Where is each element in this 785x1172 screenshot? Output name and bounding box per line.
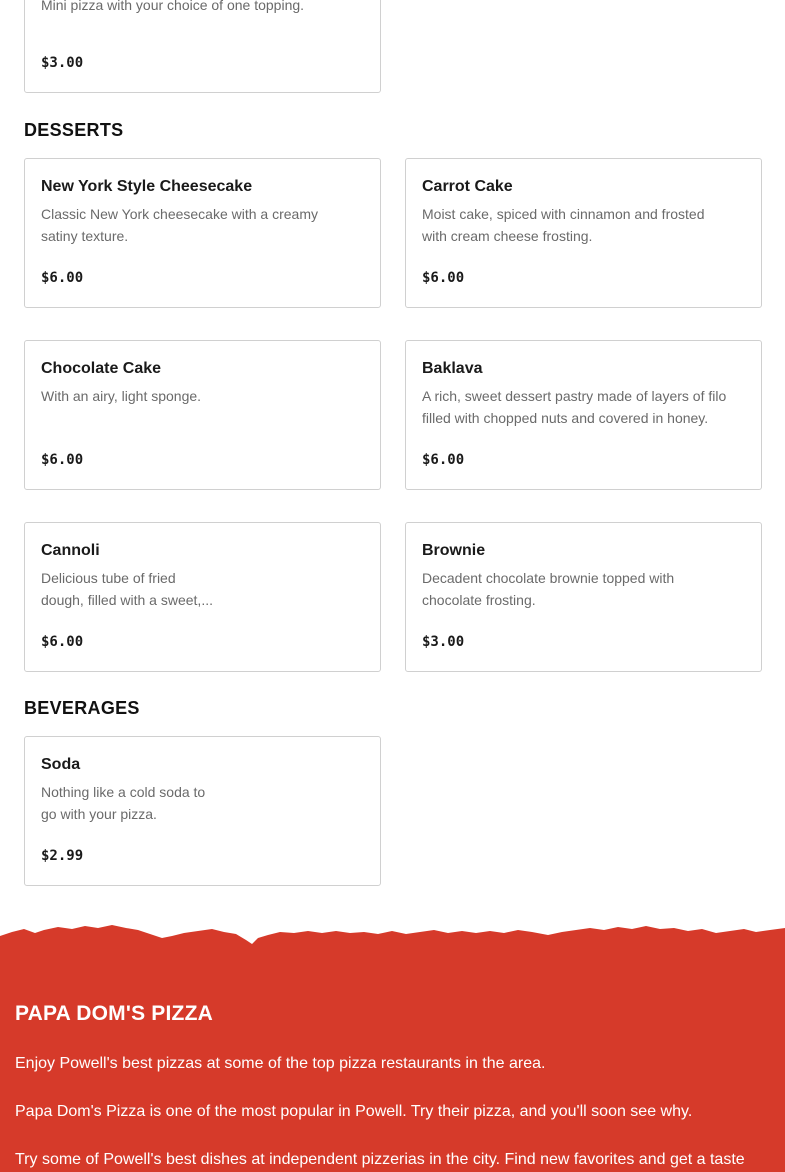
menu-item-description: Nothing like a cold soda to go with your pizza. [41,784,206,822]
menu-item-card[interactable] [24,340,381,490]
menu-item-price: $2.99 [41,848,84,864]
menu-item-card[interactable] [24,736,381,886]
menu-item-description: With an airy, light sponge. [41,388,202,404]
menu-item-price: $6.00 [422,452,465,468]
site-footer [0,920,785,1172]
menu-item-card[interactable] [24,522,381,672]
torn-edge-background [0,920,785,1172]
footer-paragraph: Try some of Powell's best dishes at independent pizzerias in the city. Find new favorites and get a taste [15,1151,745,1168]
menu-item-card[interactable] [24,0,381,93]
menu-item-name: Brownie [422,542,486,559]
menu-item-price: $6.00 [41,270,84,286]
menu-item-price: $6.00 [41,634,84,650]
menu-item-price: $6.00 [41,452,84,468]
menu-item-name: Baklava [422,360,483,377]
menu-item-description: Delicious tube of fried dough, filled with a sweet,... [41,570,213,608]
menu-item-name: Soda [41,756,81,773]
menu-item-price: $3.00 [422,634,465,650]
menu-item-name: Chocolate Cake [41,360,162,377]
menu-item-card[interactable] [405,340,762,490]
footer-paragraph: Enjoy Powell's best pizzas at some of the top pizza restaurants in the area. [15,1055,546,1072]
menu-item-description: A rich, sweet dessert pastry made of layers of filo filled with chopped nuts and covered in honey. [422,388,727,426]
section-heading-desserts: DESSERTS [24,120,124,140]
menu-item-price: $6.00 [422,270,465,286]
menu-item-card[interactable] [24,158,381,308]
section-heading-beverages: BEVERAGES [24,698,140,718]
menu-item-description: Moist cake, spiced with cinnamon and frosted with cream cheese frosting. [422,206,705,244]
menu-item-description: Mini pizza with your choice of one topping. [41,0,305,13]
menu-item-name: Carrot Cake [422,178,513,195]
menu-item-name: Cannoli [41,542,100,559]
footer-paragraph: Papa Dom's Pizza is one of the most popular in Powell. Try their pizza, and you'll soon see why. [15,1103,693,1120]
footer-title: PAPA DOM'S PIZZA [15,1002,213,1025]
menu-item-description: Classic New York cheesecake with a creamy satiny texture. [41,206,319,244]
menu-item-name: New York Style Cheesecake [41,178,253,195]
menu-item-price: $3.00 [41,55,84,71]
menu-item-card[interactable] [405,522,762,672]
menu-item-card[interactable] [405,158,762,308]
menu-item-description: Decadent chocolate brownie topped with chocolate frosting. [422,570,675,608]
